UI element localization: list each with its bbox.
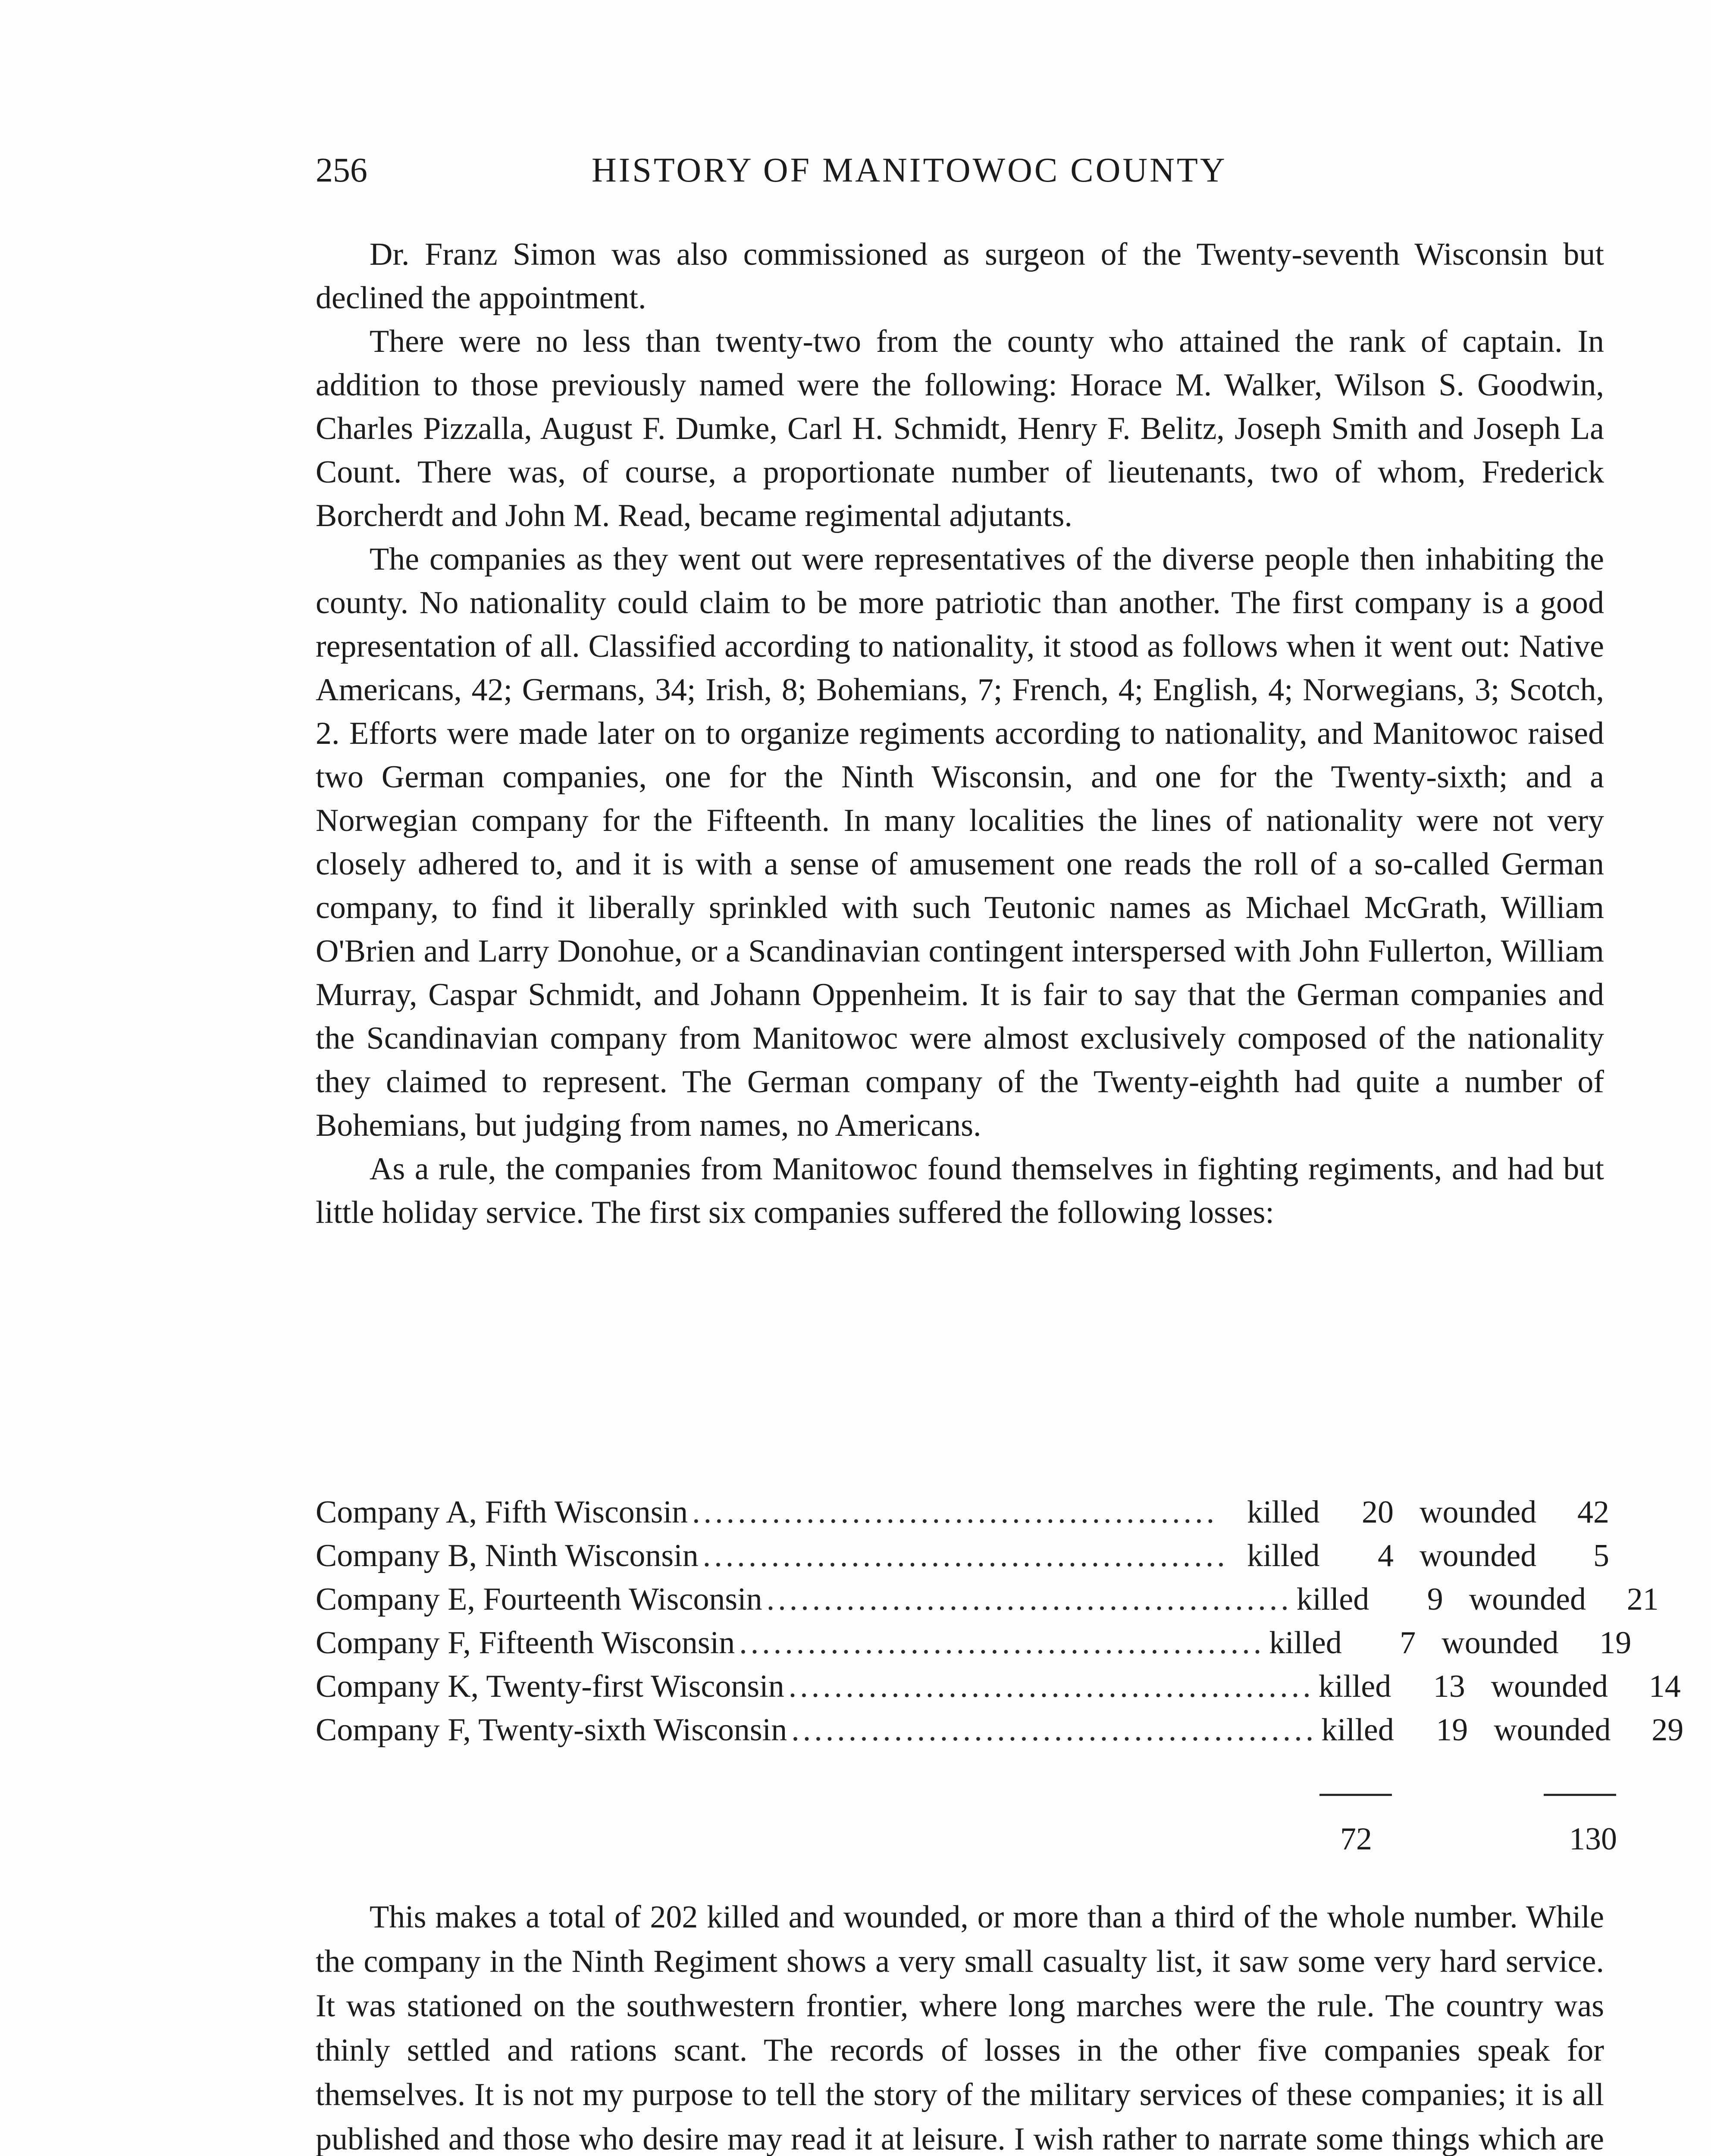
killed-label: killed [1247, 1495, 1320, 1530]
table-row [316, 1712, 1684, 1755]
paragraph-captains: There were no less than twenty-two from the county who attained the rank of captain. In addition to those previously named were the following: Horace M. Walker, Wilson S. Goodwin, Charles Pizzalla, August F. Dumke, Carl H. Schmidt, Henry F. Belitz, Joseph Smith and Joseph La Count. There was, of course, a proportionate number of lieutenants, two of whom, Frederick Borcherdt and John M. Read, became regimental adjutants. [316, 324, 1604, 533]
table-row [316, 1494, 1609, 1538]
dot-leader: .............................................. [788, 1669, 1314, 1704]
wounded-total: 130 [1569, 1821, 1617, 1857]
paragraph-closing: This makes a total of 202 killed and wounded, or more than a third of the whole number. While the company in the Ninth Regiment shows a very small casualty list, it saw some very hard service. It was stationed on the southwestern frontier, where long marches were the rule. The country was thinly settled and rations scant. The records of losses in the other five companies speak for themselves. It is not my purpose to tell the story of the military services of these companies; it is all published and those who desire may read it at leisure. I wish rather to narrate some things which are [316, 1899, 1604, 2156]
page-header [316, 144, 1618, 196]
company-name: Company A, Fifth Wisconsin [316, 1495, 688, 1530]
company-name: Company F, Twenty-sixth Wisconsin [316, 1712, 787, 1748]
killed-label: killed [1269, 1625, 1342, 1661]
dot-leader: .............................................. [739, 1625, 1265, 1661]
killed-label: killed [1318, 1669, 1391, 1704]
killed-label: killed [1321, 1712, 1394, 1748]
table-row [316, 1581, 1659, 1625]
killed-total: 72 [1340, 1821, 1372, 1857]
company-name: Company K, Twenty-first Wisconsin [316, 1669, 784, 1704]
killed-total-rule [1319, 1794, 1392, 1796]
dot-leader: .............................................. [766, 1582, 1292, 1617]
wounded-total-rule [1544, 1794, 1616, 1796]
wounded-label: wounded [1491, 1669, 1608, 1704]
paragraph-surgeon: Dr. Franz Simon was also commissioned as surgeon of the Twenty-seventh Wisconsin but declined the appointment. [316, 237, 1604, 316]
company-name: Company B, Ninth Wisconsin [316, 1538, 699, 1573]
body-text [316, 233, 1604, 1235]
wounded-count: 19 [1599, 1625, 1632, 1661]
table-row [316, 1538, 1609, 1581]
killed-count: 4 [1378, 1538, 1394, 1573]
dot-leader: .............................................. [692, 1495, 1218, 1530]
dot-leader: .............................................. [702, 1538, 1228, 1573]
killed-count: 19 [1436, 1712, 1468, 1748]
killed-label: killed [1296, 1582, 1369, 1617]
losses-table [316, 1494, 1684, 1755]
wounded-count: 5 [1593, 1538, 1609, 1573]
killed-count: 9 [1427, 1582, 1443, 1617]
paragraph-losses-intro: As a rule, the companies from Manitowoc found themselves in fighting regiments, and had but little holiday service. The first six companies suffered the following losses: [316, 1151, 1604, 1230]
wounded-count: 14 [1648, 1669, 1681, 1704]
wounded-count: 29 [1651, 1712, 1684, 1748]
wounded-count: 21 [1626, 1582, 1659, 1617]
wounded-label: wounded [1420, 1538, 1537, 1573]
killed-count: 13 [1433, 1669, 1465, 1704]
running-head: HISTORY OF MANITOWOC COUNTY [592, 151, 1227, 189]
page-number: 256 [316, 151, 367, 189]
closing-text [316, 1895, 1604, 2156]
paragraph-nationality: The companies as they went out were representatives of the diverse people then inhabiting the county. No nationality could claim to be more patriotic than another. The first company is a good representation of all. Classified according to nationality, it stood as follows when it went out: Native Americans, 42; Germans, 34; Irish, 8; Bohemians, 7; French, 4; English, 4; Norwegians, 3; Scotch, 2. Efforts were made later on to organize regiments according to nationality, and Manitowoc raised two German companies, one for the Ninth Wisconsin, and one for the Twenty-sixth; and a Norwegian company for the Fifteenth. In many localities the lines of nationality were not very closely adhered to, and it is with a sense of amusement one reads the roll of a so-called German company, to find it liberally sprinkled with such Teutonic names as Michael McGrath, William O'Brien and Larry Donohue, or a Scandinavian contingent interspersed with John Fullerton, William Murray, Caspar Schmidt, and Johann Oppenheim. It is fair to say that the German companies and the Scandinavian company from Manitowoc were almost exclusively composed of the nationality they claimed to represent. The German company of the Twenty-eighth had quite a number of Bohemians, but judging from names, no Americans. [316, 542, 1604, 1143]
killed-count: 7 [1400, 1625, 1416, 1661]
wounded-count: 42 [1577, 1495, 1609, 1530]
wounded-label: wounded [1469, 1582, 1586, 1617]
wounded-label: wounded [1494, 1712, 1611, 1748]
dot-leader: .............................................. [791, 1712, 1317, 1748]
killed-count: 20 [1362, 1495, 1394, 1530]
table-row [316, 1668, 1681, 1712]
table-row [316, 1625, 1632, 1668]
wounded-label: wounded [1420, 1495, 1537, 1530]
killed-label: killed [1247, 1538, 1320, 1573]
company-name: Company F, Fifteenth Wisconsin [316, 1625, 735, 1661]
company-name: Company E, Fourteenth Wisconsin [316, 1582, 762, 1617]
wounded-label: wounded [1442, 1625, 1559, 1661]
